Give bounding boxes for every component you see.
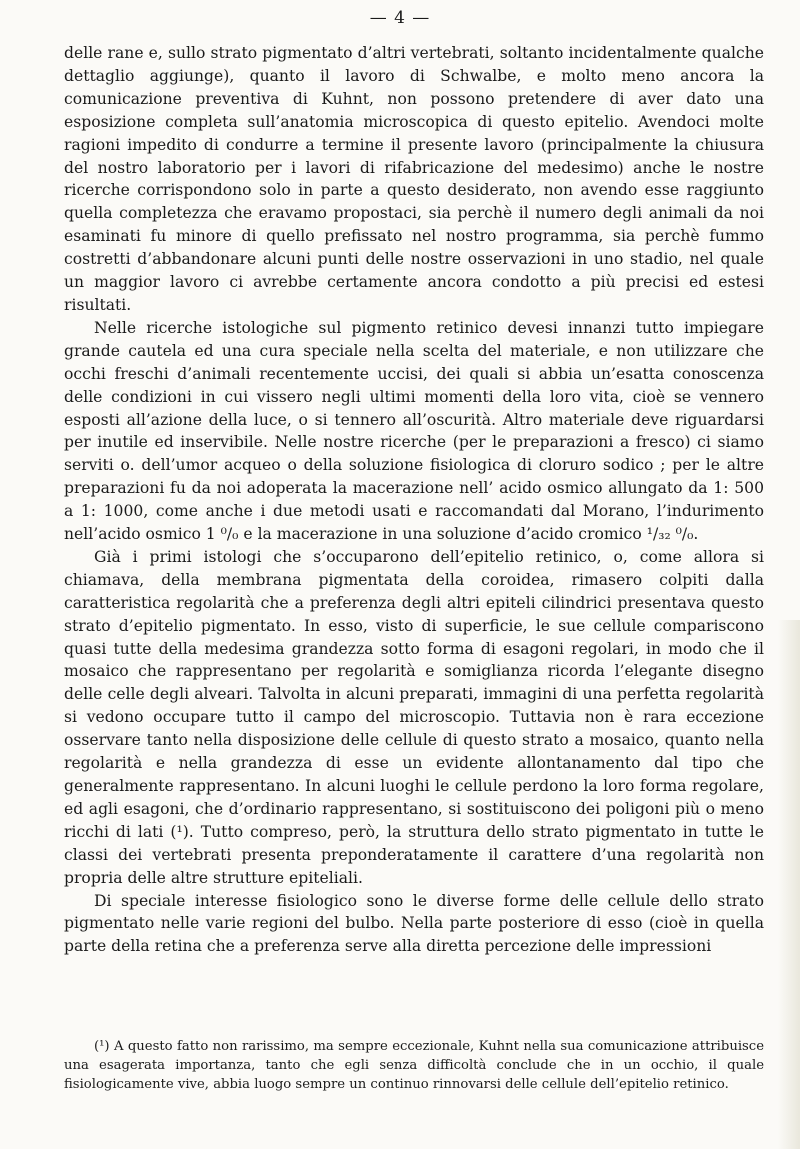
paragraph-1: delle rane e, sullo strato pigmentato d’altri vertebrati, soltanto incidentalmente qualche dettaglio aggiunge), quanto il lavoro di Schwalbe, e molto meno ancora la comunicazione preventiva di Kuhnt, non possono pretendere di aver dato una esposizione completa sull’anatomia microscopica di questo epitelio. Avendoci molte ragioni impedito di condurre a termine il presente lavoro (principalmente la chiusura del nostro laboratorio per i lavori di rifabricazione del medesimo) anche le nostre ricerche corrispondono solo in parte a questo desiderato, non avendo esse raggiunto quella completezza che eravamo propostaci, sia perchè il numero degli animali da noi esaminati fu minore di quello prefissato nel nostro programma, sia perchè fummo costretti d’abbandonare alcuni punti delle nostre osservazioni in uno stadio, nel quale un maggior lavoro ci avrebbe certamente ancora condotto a più precisi ed estesi risultati.	[64, 44, 764, 314]
body-text	[64, 42, 764, 958]
paragraph-2: Nelle ricerche istologiche sul pigmento retinico devesi innanzi tutto impiegare grande cautela ed una cura speciale nella scelta del materiale, e non utilizzare che occhi freschi d’animali recentemente uccisi, dei quali si abbia un’esatta conoscenza delle condizioni in cui vissero negli ultimi momenti della loro vita, cioè se vennero esposti all’azione della luce, o si tennero all’oscurità. Altro materiale deve riguardarsi per inutile ed inservibile. Nelle nostre ricerche (per le preparazioni a fresco) ci siamo serviti o. dell’umor acqueo o della soluzione fisiologica di cloruro sodico ; per le altre preparazioni fu da noi adoperata la macerazione nell’ acido osmico allungato da 1: 500 a 1: 1000, come anche i due metodi usati e raccomandati dal Morano, l’indurimento nell’acido osmico 1 ⁰/₀ e la macerazione in una soluzione d’acido cromico ¹/₃₂ ⁰/₀.	[64, 318, 764, 544]
page-number: — 4 —	[369, 8, 431, 28]
footnote: (¹) A questo fatto non rarissimo, ma sempre eccezionale, Kuhnt nella sua comunicazione attribuisce una esagerata importanza, tanto che egli senza difficoltà conclude che in un occhio, il quale fisiologicamente vive, abbia luogo sempre un continuo rinnovarsi delle cellule dell’epitelio retinico.	[64, 1039, 764, 1092]
paragraph-4: Di speciale interesse fisiologico sono le diverse forme delle cellule dello strato pigmentato nelle varie regioni del bulbo. Nella parte posteriore di esso (cioè in quella parte della retina che a preferenza serve alla diretta percezione delle impressioni	[64, 891, 764, 956]
page-edge-shadow	[778, 620, 800, 1149]
paragraph-3: Già i primi istologi che s’occuparono dell’epitelio retinico, o, come allora si chiamava, della membrana pigmentata della coroidea, rimasero colpiti dalla caratteristica regolarità che a preferenza degli altri epiteli cilindrici presentava questo strato d’epitelio pigmentato. In esso, visto di superficie, le sue cellule compariscono quasi tutte della medesima grandezza sotto forma di esagoni regolari, in modo che il mosaico che rappresentano per regolarità e somiglianza ricorda l’elegante disegno delle celle degli alveari. Talvolta in alcuni preparati, immagini di una perfetta regolarità si vedono occupare tutto il campo del microscopio. Tuttavia non è rara eccezione osservare tanto nella disposizione delle cellule di questo strato a mosaico, quanto nella regolarità e nella grandezza di esse un evidente allontanamento dal tipo che generalmente rappresentano. In alcuni luoghi le cellule perdono la loro forma regolare, ed agli esagoni, che d’ordinario rappresentano, si sostituiscono dei poligoni più o meno ricchi di lati (¹). Tutto compreso, però, la struttura dello strato pigmentato in tutte le classi dei vertebrati presenta preponderatamente il carattere d’una regolarità non propria delle altre strutture epiteliali.	[64, 547, 764, 887]
